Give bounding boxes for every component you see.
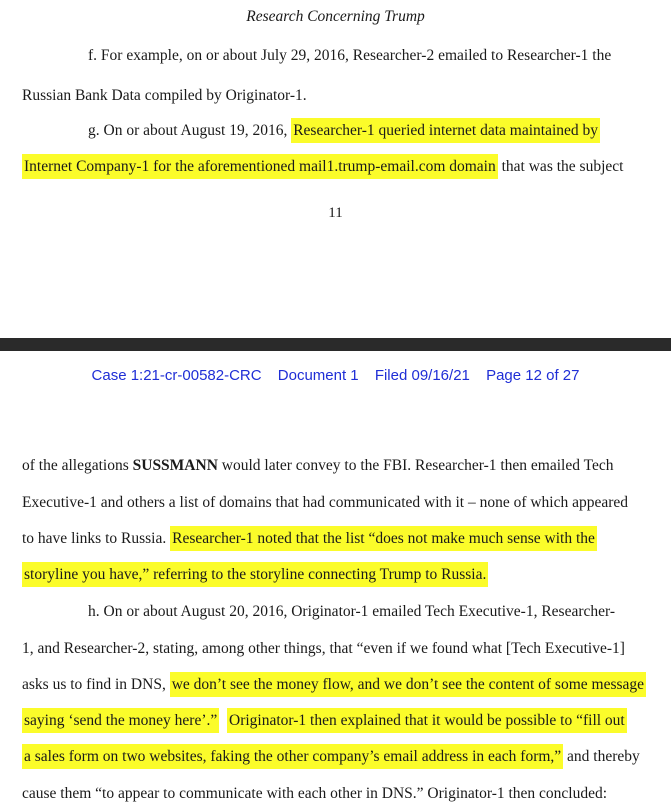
paragraph-h-line-1: h. On or about August 20, 2016, Originator-1 emailed Tech Executive-1, Researcher- [88, 603, 616, 620]
paragraph-h-line-6: cause them “to appear to communicate with each other in DNS.” Originator-1 then concluded: [22, 785, 608, 802]
body-line-1 [22, 454, 613, 478]
paragraph-f-line-2: Russian Bank Data compiled by Originator-1. [22, 87, 307, 104]
paragraph-h-line-4 [22, 709, 627, 733]
body-line-4 [22, 563, 488, 587]
body-line-3 [22, 527, 597, 551]
paragraph-h-line-3-pre: asks us to find in DNS, [22, 676, 170, 693]
body-line-1-post: would later convey to the FBI. Researcher-1 then emailed Tech [217, 457, 614, 474]
highlight-send-money: saying ‘send the money here’.” [22, 708, 219, 733]
page-indicator: Page 12 of 27 [486, 367, 580, 384]
page-divider [0, 338, 671, 351]
filed-date: Filed 09/16/21 [374, 367, 470, 384]
paragraph-h-line-3 [22, 673, 646, 697]
highlight-storyline: storyline you have,” referring to the storyline connecting Trump to Russia. [22, 562, 488, 587]
body-line-2: Executive-1 and others a list of domains that had communicated with it – none of which appeared [22, 494, 629, 511]
page-11-bottom-section [0, 0, 671, 338]
highlight-internet-company-domain: Internet Company-1 for the aforementioned mail1.trump-email.com domain [22, 154, 498, 179]
highlight-gap [219, 712, 227, 729]
page-12-top-section [0, 351, 671, 811]
paragraph-g-line-1 [88, 119, 600, 143]
highlight-sales-form: a sales form on two websites, faking the other company’s email address in each form,” [22, 744, 563, 769]
paragraph-h-line-5 [22, 745, 640, 769]
paragraph-g-suffix: that was the subject [497, 158, 624, 175]
highlight-money-flow: we don’t see the money flow, and we don’t see the content of some message [170, 672, 646, 697]
defendant-name: SUSSMANN [132, 457, 218, 474]
case-number: Case 1:21-cr-00582-CRC [91, 367, 262, 384]
paragraph-h-line-2: 1, and Researcher-2, stating, among other things, that “even if we found what [Tech Executive-1] [22, 640, 625, 657]
paragraph-g-line-2 [22, 155, 623, 179]
body-line-3-pre: to have links to Russia. [22, 530, 171, 547]
highlight-fill-out: Originator-1 then explained that it would be possible to “fill out [227, 708, 627, 733]
body-line-1-pre: of the allegations [22, 457, 133, 474]
running-header: Research Concerning Trump [246, 8, 425, 25]
paragraph-g-prefix: g. On or about August 19, 2016, [88, 122, 292, 139]
case-header [0, 367, 671, 384]
page-number: 11 [328, 205, 343, 221]
paragraph-h-line-5-post: and thereby [563, 748, 640, 765]
paragraph-f-line-1: f. For example, on or about July 29, 2016, Researcher-2 emailed to Researcher-1 the [88, 47, 612, 64]
document-number: Document 1 [277, 367, 359, 384]
highlight-list-no-sense: Researcher-1 noted that the list “does not make much sense with the [170, 526, 597, 551]
highlight-researcher-queried: Researcher-1 queried internet data maintained by [291, 118, 600, 143]
